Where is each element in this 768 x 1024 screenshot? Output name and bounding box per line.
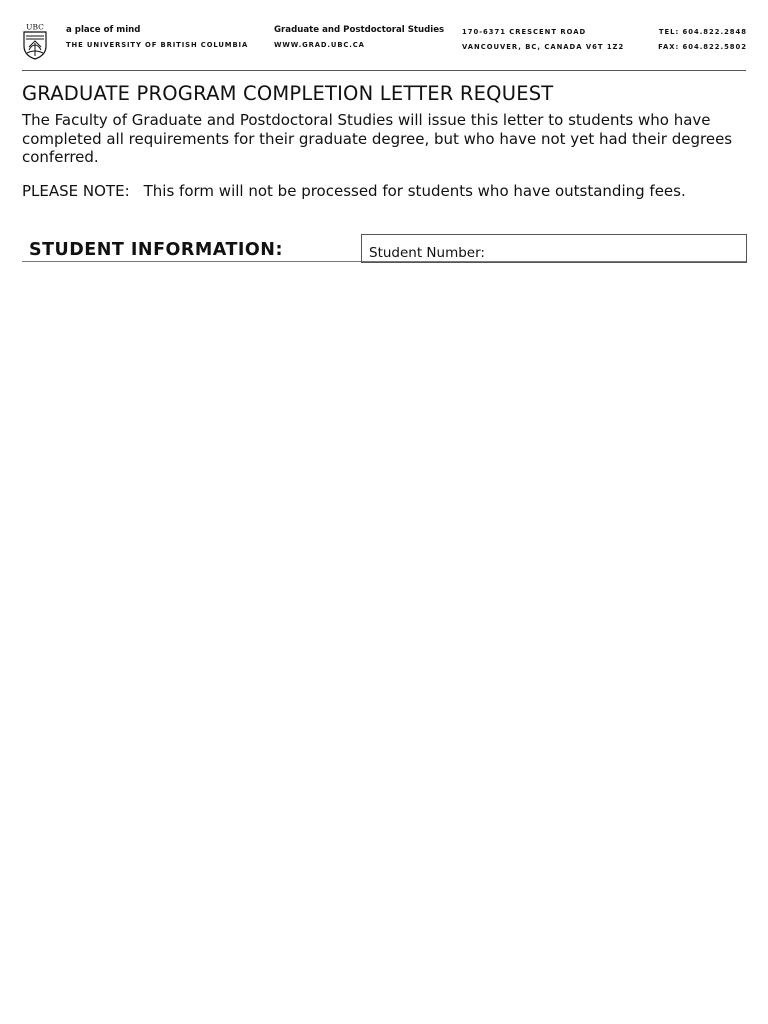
ubc-crest-logo [22, 22, 48, 60]
fax-number: FAX: 604.822.5802 [658, 43, 747, 51]
note-paragraph [22, 182, 752, 200]
address-line-2: VANCOUVER, BC, CANADA V6T 1Z2 [462, 43, 625, 51]
faculty-website: WWW.GRAD.UBC.CA [274, 41, 365, 49]
tagline: a place of mind [66, 25, 141, 35]
intro-paragraph: The Faculty of Graduate and Postdoctoral Studies will issue this letter to students who have completed all requirements for their graduate degree, but who have not yet had their degrees conferred. [22, 111, 733, 166]
ubc-crest-icon [22, 22, 48, 60]
address-line-1: 170-6371 CRESCENT ROAD [462, 28, 587, 36]
ubc-identity [66, 24, 248, 51]
telephone-number: TEL: 604.822.2848 [658, 28, 747, 36]
university-name: THE UNIVERSITY OF BRITISH COLUMBIA [66, 41, 249, 49]
faculty-name: Graduate and Postdoctoral Studies [274, 25, 445, 35]
student-info-heading: STUDENT INFORMATION: [29, 240, 283, 260]
student-number-field[interactable] [361, 234, 747, 263]
form-title: GRADUATE PROGRAM COMPLETION LETTER REQUEST [22, 82, 554, 105]
student-number-input[interactable] [472, 235, 746, 262]
logo-text: UBC [26, 22, 44, 32]
note-text: This form will not be processed for students who have outstanding fees. [143, 182, 686, 200]
header-divider [22, 70, 746, 71]
faculty-identity [274, 24, 444, 51]
note-label: PLEASE NOTE: [22, 182, 130, 200]
student-number-label: Student Number: [369, 245, 485, 261]
letterhead [0, 0, 768, 72]
faculty-contact [658, 25, 747, 55]
faculty-address [462, 25, 624, 55]
